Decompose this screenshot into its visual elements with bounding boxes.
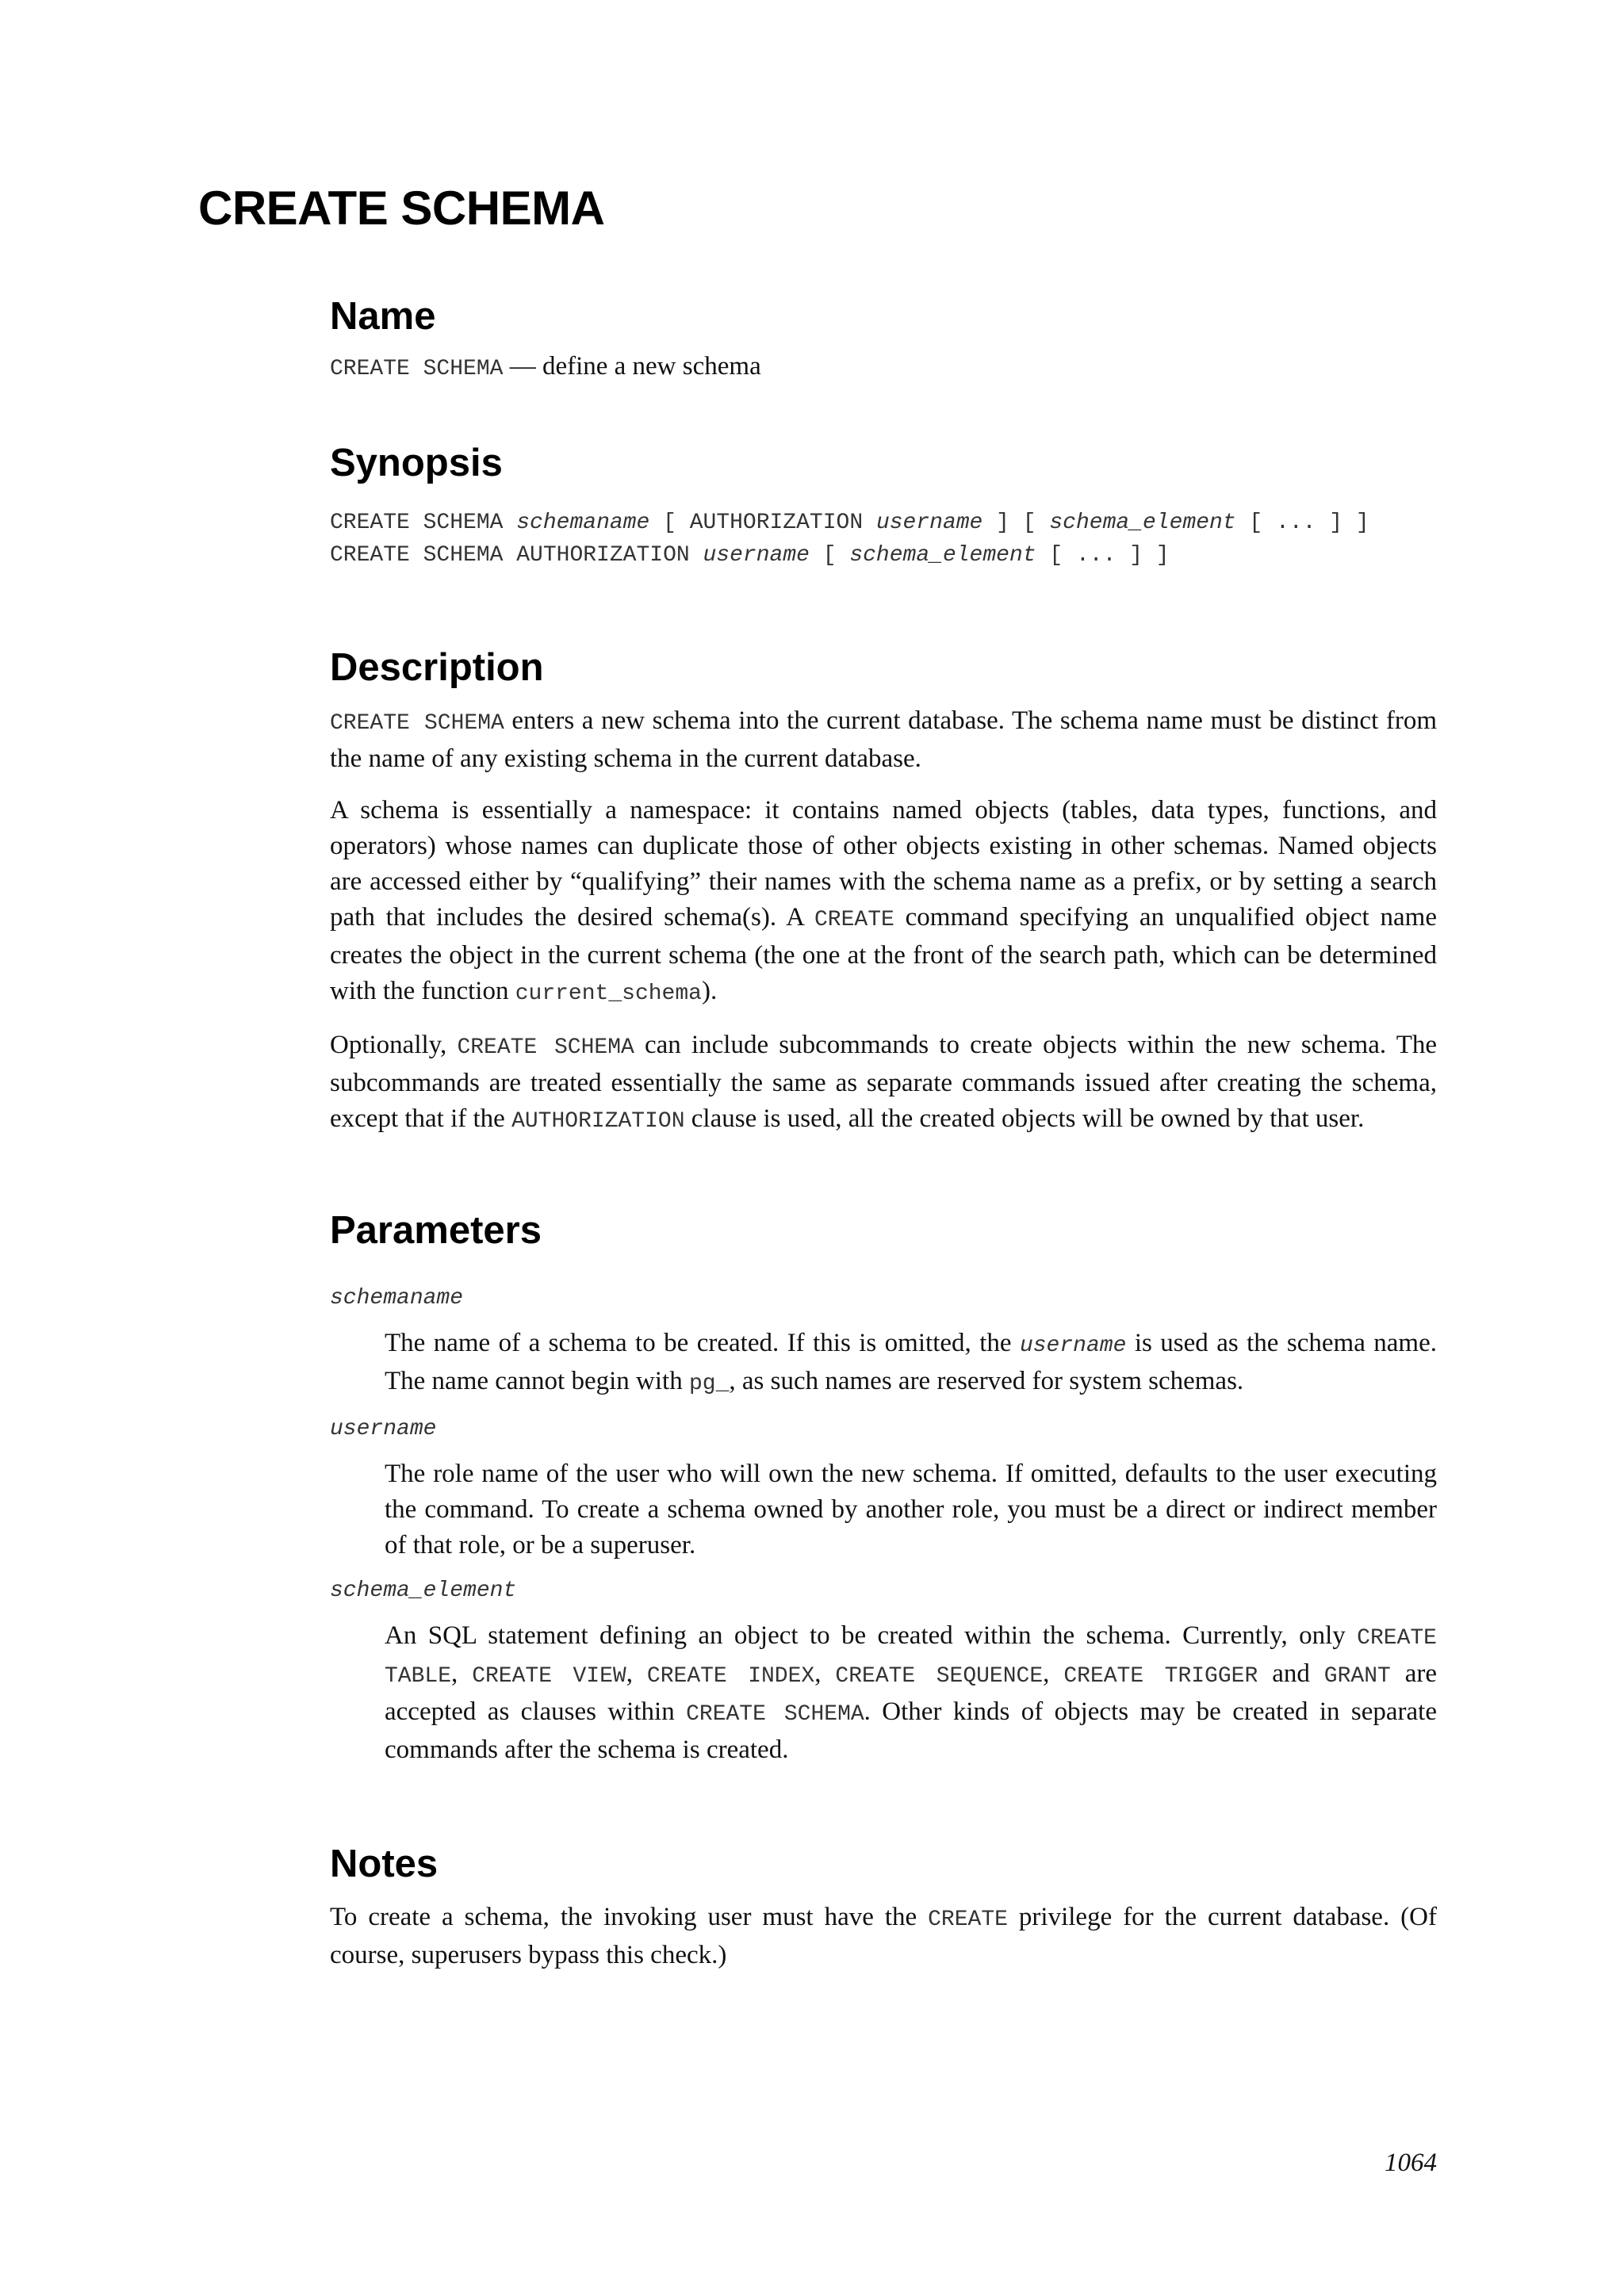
inline-code: CREATE SCHEMA [457, 1035, 634, 1060]
synopsis-placeholder: username [703, 543, 810, 568]
command-summary: — define a new schema [503, 352, 761, 381]
command-name: CREATE SCHEMA [330, 357, 504, 381]
paragraph-text: can include subcommands to create objects within the new schema. The subcommands are treated essentially the same as separate commands issued after creating the schema, except that if the [330, 1031, 1438, 1133]
synopsis-text: CREATE SCHEMA [330, 511, 517, 535]
inline-code: CREATE TABLE [385, 1626, 1437, 1689]
paragraph-text: The role name of the user who will own the new schema. If omitted, defaults to the user executing the command. To create a schema owned by another role, you must be a direct or indirect member of that role, or be a superuser. [385, 1460, 1437, 1559]
synopsis-text: [ [809, 543, 850, 568]
page-number: 1064 [1385, 2149, 1437, 2177]
paragraph-text: , [626, 1659, 647, 1688]
inline-code: CREATE [928, 1908, 1008, 1932]
paragraph-text: To create a schema, the invoking user must have the [330, 1903, 929, 1931]
notes-section [330, 1841, 1437, 1973]
parameter-definition-schema-element [385, 1618, 1437, 1768]
synopsis-placeholder: schema_element [849, 543, 1036, 568]
parameters-heading: Parameters [330, 1209, 542, 1252]
paragraph-text: is used as the schema name. The name cannot begin with [385, 1329, 1437, 1395]
synopsis-text: [ ... ] ] [1036, 543, 1170, 568]
synopsis-placeholder: username [875, 511, 983, 535]
paragraph-text: A schema is essentially a namespace: it contains named objects (tables, data types, functions, and operators) whose names can duplicate those of other objects existing in other schemas. Named objects are accessed either by “qualifying” their names with the schema name as a prefix, or by setting a search path that includes the desired schema(s). A [330, 796, 1437, 932]
inline-code: CREATE [814, 908, 894, 932]
synopsis-text: CREATE SCHEMA AUTHORIZATION [330, 543, 703, 568]
paragraph-text: , [451, 1659, 473, 1688]
description-heading: Description [330, 646, 544, 689]
description-paragraph-1 [330, 703, 1437, 777]
synopsis-block [330, 507, 1437, 572]
paragraph-text: privilege for the current database. (Of course, superusers bypass this check.) [330, 1903, 1437, 1969]
inline-variable: username [1019, 1334, 1127, 1358]
paragraph-text: , [1043, 1659, 1064, 1688]
parameter-term-username: username [330, 1417, 437, 1441]
description-section [330, 645, 1437, 1139]
paragraph-text: , [814, 1659, 836, 1688]
synopsis-text: [ AUTHORIZATION [649, 511, 876, 535]
page-title: CREATE SCHEMA [198, 182, 605, 235]
paragraph-text: command specifying an unqualified object name creates the object in the current schema (the one at the front of the search path, which can be determined with the function [330, 903, 1437, 1005]
parameters-section [330, 1207, 1437, 1768]
description-paragraph-2 [330, 793, 1437, 1012]
synopsis-placeholder: schema_element [1049, 511, 1236, 535]
paragraph-text: An SQL statement defining an object to be created within the schema. Currently, only [385, 1621, 1358, 1650]
inline-code: CREATE SCHEMA [686, 1702, 864, 1727]
inline-code: CREATE INDEX [646, 1664, 815, 1689]
paragraph-text: The name of a schema to be created. If this is omitted, the [385, 1329, 1020, 1357]
parameter-definition-username [385, 1456, 1437, 1563]
inline-code: CREATE SCHEMA [330, 711, 504, 736]
paragraph-text: and [1258, 1659, 1324, 1688]
inline-code: CREATE VIEW [472, 1664, 626, 1689]
synopsis-text: [ ... ] ] [1235, 511, 1369, 535]
parameter-term-schema-element: schema_element [330, 1578, 517, 1603]
description-paragraph-3 [330, 1027, 1437, 1139]
synopsis-text: ] [ [982, 511, 1050, 535]
inline-code: pg_ [688, 1372, 730, 1396]
parameter-term-schemaname: schemaname [330, 1286, 464, 1311]
paragraph-text: , as such names are reserved for system schemas. [729, 1367, 1244, 1395]
inline-code: GRANT [1323, 1664, 1391, 1689]
inline-code: CREATE SEQUENCE [835, 1664, 1044, 1689]
synopsis-placeholder: schemaname [516, 511, 650, 535]
paragraph-text: Optionally, [330, 1031, 458, 1059]
inline-code: CREATE TRIGGER [1063, 1664, 1258, 1689]
paragraph-text: ). [701, 977, 718, 1005]
paragraph-text: clause is used, all the created objects will be owned by that user. [684, 1104, 1365, 1133]
synopsis-heading: Synopsis [330, 442, 503, 484]
paragraph-text: are accepted as clauses within [385, 1659, 1438, 1726]
notes-paragraph-1 [330, 1900, 1437, 1973]
paragraph-text: enters a new schema into the current database. The schema name must be distinct from the name of any existing schema in the current database. [330, 706, 1437, 773]
reference-page-body [330, 293, 1437, 1973]
inline-code: AUTHORIZATION [511, 1109, 685, 1134]
paragraph-text: . Other kinds of objects may be created in separate commands after the schema is created. [385, 1697, 1438, 1764]
synopsis-section [330, 440, 1437, 572]
notes-heading: Notes [330, 1843, 439, 1885]
inline-code: current_schema [515, 982, 702, 1006]
name-line [330, 349, 1437, 387]
synopsis-line-1 [330, 507, 1437, 539]
parameter-definition-schemaname [385, 1326, 1437, 1402]
name-section [330, 293, 1437, 387]
synopsis-line-2 [330, 539, 1437, 572]
name-heading: Name [330, 295, 436, 338]
